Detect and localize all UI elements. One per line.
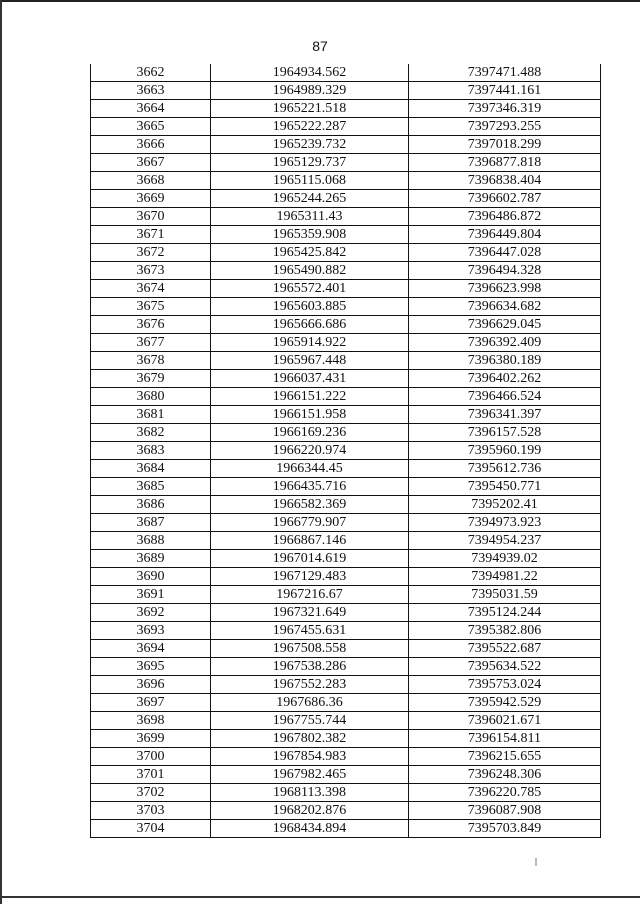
- x-coordinate-cell: 1967755.744: [211, 712, 409, 730]
- point-id-cell: 3687: [91, 514, 211, 532]
- point-id-cell: 3683: [91, 442, 211, 460]
- point-id-cell: 3678: [91, 352, 211, 370]
- table-row: [91, 694, 601, 712]
- point-id-cell: 3682: [91, 424, 211, 442]
- y-coordinate-cell: 7396602.787: [409, 190, 601, 208]
- point-id-cell: 3663: [91, 82, 211, 100]
- x-coordinate-cell: 1967129.483: [211, 568, 409, 586]
- point-id-cell: 3666: [91, 136, 211, 154]
- y-coordinate-cell: 7394954.237: [409, 532, 601, 550]
- y-coordinate-cell: 7396486.872: [409, 208, 601, 226]
- x-coordinate-cell: 1966169.236: [211, 424, 409, 442]
- x-coordinate-cell: 1967014.619: [211, 550, 409, 568]
- table-row: [91, 262, 601, 280]
- point-id-cell: 3684: [91, 460, 211, 478]
- y-coordinate-cell: 7396629.045: [409, 316, 601, 334]
- y-coordinate-cell: 7395522.687: [409, 640, 601, 658]
- table-row: [91, 748, 601, 766]
- table-row: [91, 334, 601, 352]
- x-coordinate-cell: 1967538.286: [211, 658, 409, 676]
- y-coordinate-cell: 7395450.771: [409, 478, 601, 496]
- table-row: [91, 190, 601, 208]
- x-coordinate-cell: 1965311.43: [211, 208, 409, 226]
- table-row: [91, 766, 601, 784]
- y-coordinate-cell: 7397346.319: [409, 100, 601, 118]
- x-coordinate-cell: 1966151.222: [211, 388, 409, 406]
- x-coordinate-cell: 1967982.465: [211, 766, 409, 784]
- x-coordinate-cell: 1965244.265: [211, 190, 409, 208]
- y-coordinate-cell: 7396623.998: [409, 280, 601, 298]
- table-row: [91, 298, 601, 316]
- x-coordinate-cell: 1966435.716: [211, 478, 409, 496]
- point-id-cell: 3676: [91, 316, 211, 334]
- x-coordinate-cell: 1965222.287: [211, 118, 409, 136]
- point-id-cell: 3671: [91, 226, 211, 244]
- y-coordinate-cell: 7396157.528: [409, 424, 601, 442]
- y-coordinate-cell: 7396220.785: [409, 784, 601, 802]
- table-row: [91, 388, 601, 406]
- x-coordinate-cell: 1968202.876: [211, 802, 409, 820]
- y-coordinate-cell: 7396494.328: [409, 262, 601, 280]
- y-coordinate-cell: 7395031.59: [409, 586, 601, 604]
- point-id-cell: 3689: [91, 550, 211, 568]
- point-id-cell: 3667: [91, 154, 211, 172]
- y-coordinate-cell: 7395202.41: [409, 496, 601, 514]
- point-id-cell: 3669: [91, 190, 211, 208]
- table-row: [91, 226, 601, 244]
- x-coordinate-cell: 1965572.401: [211, 280, 409, 298]
- y-coordinate-cell: 7396087.908: [409, 802, 601, 820]
- x-coordinate-cell: 1965115.068: [211, 172, 409, 190]
- table-row: [91, 208, 601, 226]
- point-id-cell: 3688: [91, 532, 211, 550]
- page-number: 87: [312, 38, 328, 54]
- x-coordinate-cell: 1964934.562: [211, 64, 409, 82]
- table-row: [91, 154, 601, 172]
- x-coordinate-cell: 1966582.369: [211, 496, 409, 514]
- y-coordinate-cell: 7396466.524: [409, 388, 601, 406]
- table-row: [91, 604, 601, 622]
- y-coordinate-cell: 7396154.811: [409, 730, 601, 748]
- y-coordinate-cell: 7396634.682: [409, 298, 601, 316]
- table-row: [91, 352, 601, 370]
- y-coordinate-cell: 7397471.488: [409, 64, 601, 82]
- x-coordinate-cell: 1965666.686: [211, 316, 409, 334]
- y-coordinate-cell: 7395634.522: [409, 658, 601, 676]
- table-row: [91, 784, 601, 802]
- y-coordinate-cell: 7395124.244: [409, 604, 601, 622]
- x-coordinate-cell: 1966867.146: [211, 532, 409, 550]
- table-row: [91, 460, 601, 478]
- point-id-cell: 3665: [91, 118, 211, 136]
- x-coordinate-cell: 1966344.45: [211, 460, 409, 478]
- point-id-cell: 3681: [91, 406, 211, 424]
- point-id-cell: 3694: [91, 640, 211, 658]
- y-coordinate-cell: 7396877.818: [409, 154, 601, 172]
- point-id-cell: 3680: [91, 388, 211, 406]
- y-coordinate-cell: 7396215.655: [409, 748, 601, 766]
- x-coordinate-cell: 1965129.737: [211, 154, 409, 172]
- y-coordinate-cell: 7396402.262: [409, 370, 601, 388]
- point-id-cell: 3701: [91, 766, 211, 784]
- x-coordinate-cell: 1967321.649: [211, 604, 409, 622]
- y-coordinate-cell: 7395942.529: [409, 694, 601, 712]
- y-coordinate-cell: 7395703.849: [409, 820, 601, 838]
- y-coordinate-cell: 7397441.161: [409, 82, 601, 100]
- x-coordinate-cell: 1965914.922: [211, 334, 409, 352]
- table-row: [91, 64, 601, 82]
- point-id-cell: 3690: [91, 568, 211, 586]
- x-coordinate-cell: 1967802.382: [211, 730, 409, 748]
- y-coordinate-cell: 7395382.806: [409, 622, 601, 640]
- y-coordinate-cell: 7396341.397: [409, 406, 601, 424]
- table-row: [91, 802, 601, 820]
- x-coordinate-cell: 1965221.518: [211, 100, 409, 118]
- table-row: [91, 316, 601, 334]
- table-row: [91, 514, 601, 532]
- x-coordinate-cell: 1968113.398: [211, 784, 409, 802]
- x-coordinate-cell: 1967552.283: [211, 676, 409, 694]
- y-coordinate-cell: 7396449.804: [409, 226, 601, 244]
- y-coordinate-cell: 7397018.299: [409, 136, 601, 154]
- table-row: [91, 658, 601, 676]
- table-row: [91, 496, 601, 514]
- table-row: [91, 244, 601, 262]
- page-border-bottom: [0, 896, 640, 898]
- point-id-cell: 3698: [91, 712, 211, 730]
- y-coordinate-cell: 7395753.024: [409, 676, 601, 694]
- table-row: [91, 622, 601, 640]
- point-id-cell: 3692: [91, 604, 211, 622]
- table-row: [91, 820, 601, 838]
- coordinates-table-body: [91, 64, 601, 838]
- point-id-cell: 3691: [91, 586, 211, 604]
- point-id-cell: 3702: [91, 784, 211, 802]
- table-row: [91, 280, 601, 298]
- table-row: [91, 478, 601, 496]
- point-id-cell: 3695: [91, 658, 211, 676]
- x-coordinate-cell: 1964989.329: [211, 82, 409, 100]
- x-coordinate-cell: 1967455.631: [211, 622, 409, 640]
- point-id-cell: 3673: [91, 262, 211, 280]
- point-id-cell: 3686: [91, 496, 211, 514]
- point-id-cell: 3677: [91, 334, 211, 352]
- table-row: [91, 424, 601, 442]
- point-id-cell: 3703: [91, 802, 211, 820]
- point-id-cell: 3699: [91, 730, 211, 748]
- x-coordinate-cell: 1967216.67: [211, 586, 409, 604]
- point-id-cell: 3674: [91, 280, 211, 298]
- x-coordinate-cell: 1966151.958: [211, 406, 409, 424]
- point-id-cell: 3704: [91, 820, 211, 838]
- x-coordinate-cell: 1965359.908: [211, 226, 409, 244]
- point-id-cell: 3685: [91, 478, 211, 496]
- y-coordinate-cell: 7396021.671: [409, 712, 601, 730]
- y-coordinate-cell: 7394981.22: [409, 568, 601, 586]
- page-border-top: [0, 0, 640, 2]
- y-coordinate-cell: 7396392.409: [409, 334, 601, 352]
- table-row: [91, 82, 601, 100]
- table-row: [91, 712, 601, 730]
- table-row: [91, 118, 601, 136]
- table-row: [91, 172, 601, 190]
- point-id-cell: 3693: [91, 622, 211, 640]
- y-coordinate-cell: 7396248.306: [409, 766, 601, 784]
- y-coordinate-cell: 7395612.736: [409, 460, 601, 478]
- point-id-cell: 3670: [91, 208, 211, 226]
- point-id-cell: 3664: [91, 100, 211, 118]
- x-coordinate-cell: 1965239.732: [211, 136, 409, 154]
- x-coordinate-cell: 1966220.974: [211, 442, 409, 460]
- scan-mark: [535, 858, 537, 866]
- page-border-left: [0, 0, 2, 904]
- point-id-cell: 3697: [91, 694, 211, 712]
- table-row: [91, 550, 601, 568]
- table-row: [91, 136, 601, 154]
- x-coordinate-cell: 1966779.907: [211, 514, 409, 532]
- point-id-cell: 3675: [91, 298, 211, 316]
- x-coordinate-cell: 1965425.842: [211, 244, 409, 262]
- x-coordinate-cell: 1965490.882: [211, 262, 409, 280]
- x-coordinate-cell: 1968434.894: [211, 820, 409, 838]
- coordinates-table: [90, 64, 601, 838]
- point-id-cell: 3662: [91, 64, 211, 82]
- y-coordinate-cell: 7397293.255: [409, 118, 601, 136]
- table-row: [91, 370, 601, 388]
- y-coordinate-cell: 7394973.923: [409, 514, 601, 532]
- point-id-cell: 3679: [91, 370, 211, 388]
- table-row: [91, 586, 601, 604]
- table-row: [91, 676, 601, 694]
- y-coordinate-cell: 7396447.028: [409, 244, 601, 262]
- table-row: [91, 640, 601, 658]
- x-coordinate-cell: 1967854.983: [211, 748, 409, 766]
- table-row: [91, 406, 601, 424]
- point-id-cell: 3668: [91, 172, 211, 190]
- table-row: [91, 568, 601, 586]
- table-row: [91, 730, 601, 748]
- point-id-cell: 3696: [91, 676, 211, 694]
- y-coordinate-cell: 7394939.02: [409, 550, 601, 568]
- y-coordinate-cell: 7395960.199: [409, 442, 601, 460]
- table-row: [91, 100, 601, 118]
- x-coordinate-cell: 1965967.448: [211, 352, 409, 370]
- y-coordinate-cell: 7396838.404: [409, 172, 601, 190]
- x-coordinate-cell: 1965603.885: [211, 298, 409, 316]
- x-coordinate-cell: 1967686.36: [211, 694, 409, 712]
- x-coordinate-cell: 1966037.431: [211, 370, 409, 388]
- table-row: [91, 442, 601, 460]
- x-coordinate-cell: 1967508.558: [211, 640, 409, 658]
- y-coordinate-cell: 7396380.189: [409, 352, 601, 370]
- point-id-cell: 3700: [91, 748, 211, 766]
- point-id-cell: 3672: [91, 244, 211, 262]
- table-row: [91, 532, 601, 550]
